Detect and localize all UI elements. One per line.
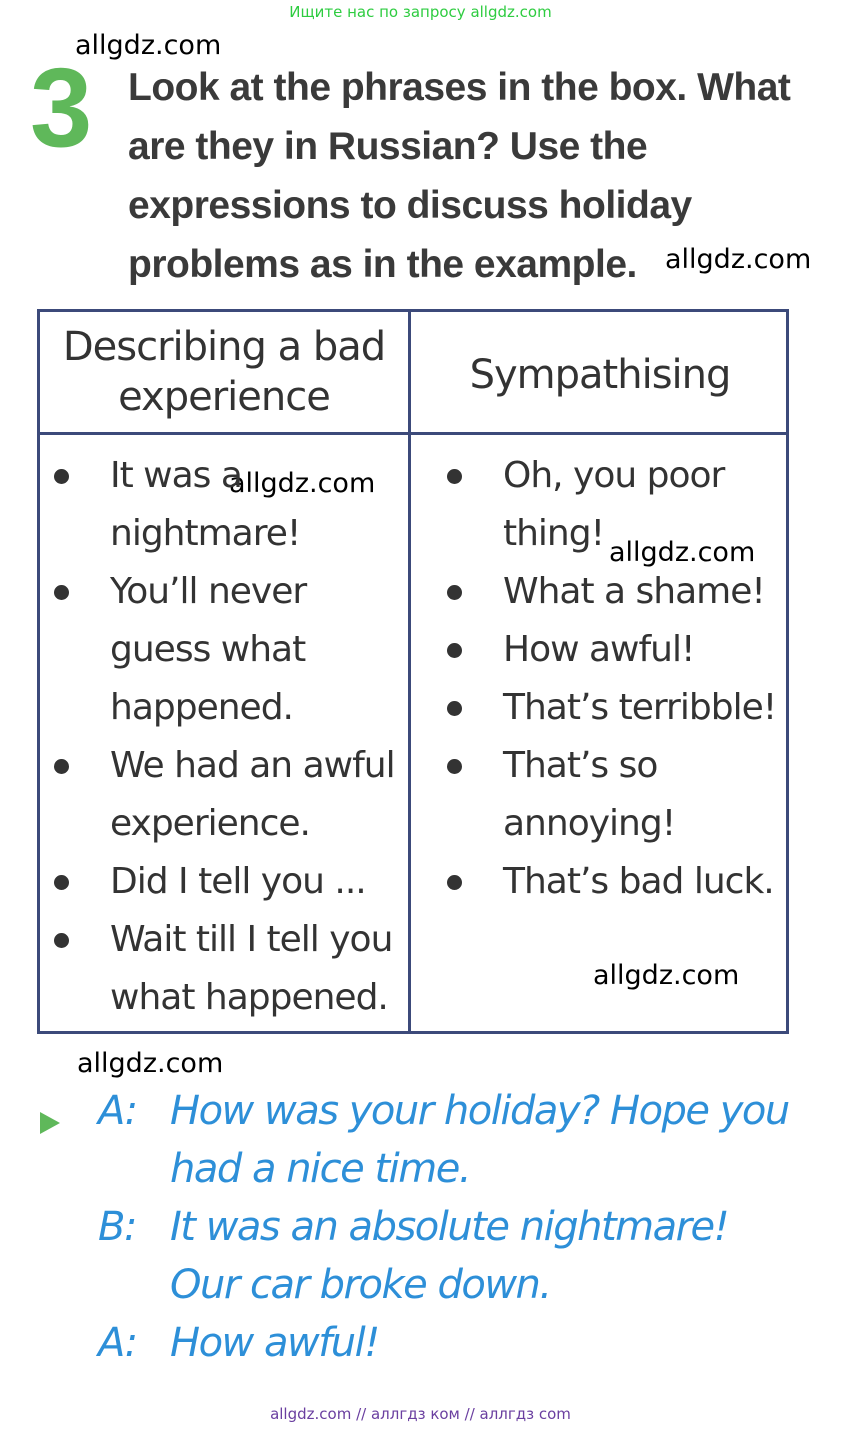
list-item: How awful!	[411, 621, 789, 679]
watermark: allgdz.com	[609, 537, 756, 568]
dialogue-line: Our car broke down.	[170, 1262, 551, 1308]
bullet-icon	[54, 933, 69, 948]
exercise-instruction: Look at the phrases in the box. What are they in Russian? Use the expressions to discuss holiday problems as in the example.	[128, 66, 791, 286]
header-sympathising: Sympathising	[469, 352, 731, 398]
watermark: allgdz.com	[77, 1048, 224, 1079]
list-item: What a shame!	[411, 563, 789, 621]
bullet-icon	[54, 585, 69, 600]
dialogue-line: had a nice time.	[170, 1146, 471, 1192]
list-item: Wait till I tell you what happened.	[40, 911, 408, 1027]
header-describing: Describing a bad experience	[62, 324, 386, 420]
list-item: Oh, you poor thing!	[411, 447, 789, 563]
list-item: That’s terribble!	[411, 679, 789, 737]
watermark: allgdz.com	[75, 30, 222, 61]
bullet-icon	[447, 585, 462, 600]
bullet-icon	[54, 875, 69, 890]
bullet-icon	[447, 701, 462, 716]
footer-credit: allgdz.com // аллгдз ком // аллгдз com	[270, 1405, 571, 1423]
header-divider	[40, 432, 786, 435]
bullet-icon	[447, 875, 462, 890]
sympathising-list	[411, 447, 789, 911]
watermark: allgdz.com	[229, 468, 376, 499]
list-item: We had an awful experience.	[40, 737, 408, 853]
exercise-number: 3	[30, 45, 93, 170]
dialogue-line: B: It was an absolute nightmare!	[98, 1204, 729, 1250]
search-banner: Ищите нас по запросу allgdz.com	[289, 3, 552, 21]
list-item: That’s bad luck.	[411, 853, 789, 911]
watermark: allgdz.com	[593, 960, 740, 991]
bullet-icon	[54, 469, 69, 484]
bullet-icon	[54, 759, 69, 774]
list-item: Did I tell you ...	[40, 853, 408, 911]
bullet-icon	[447, 469, 462, 484]
play-icon[interactable]	[40, 1112, 60, 1134]
dialogue-line: A: How awful!	[98, 1320, 379, 1366]
phrase-table	[37, 309, 789, 1034]
watermark: allgdz.com	[665, 244, 812, 275]
dialogue-line: A: How was your holiday? Hope you	[98, 1088, 789, 1134]
describing-list	[40, 447, 408, 1027]
bullet-icon	[447, 643, 462, 658]
list-item: You’ll never guess what happened.	[40, 563, 408, 737]
list-item: It was a nightmare!	[40, 447, 408, 563]
bullet-icon	[447, 759, 462, 774]
list-item: That’s so annoying!	[411, 737, 789, 853]
